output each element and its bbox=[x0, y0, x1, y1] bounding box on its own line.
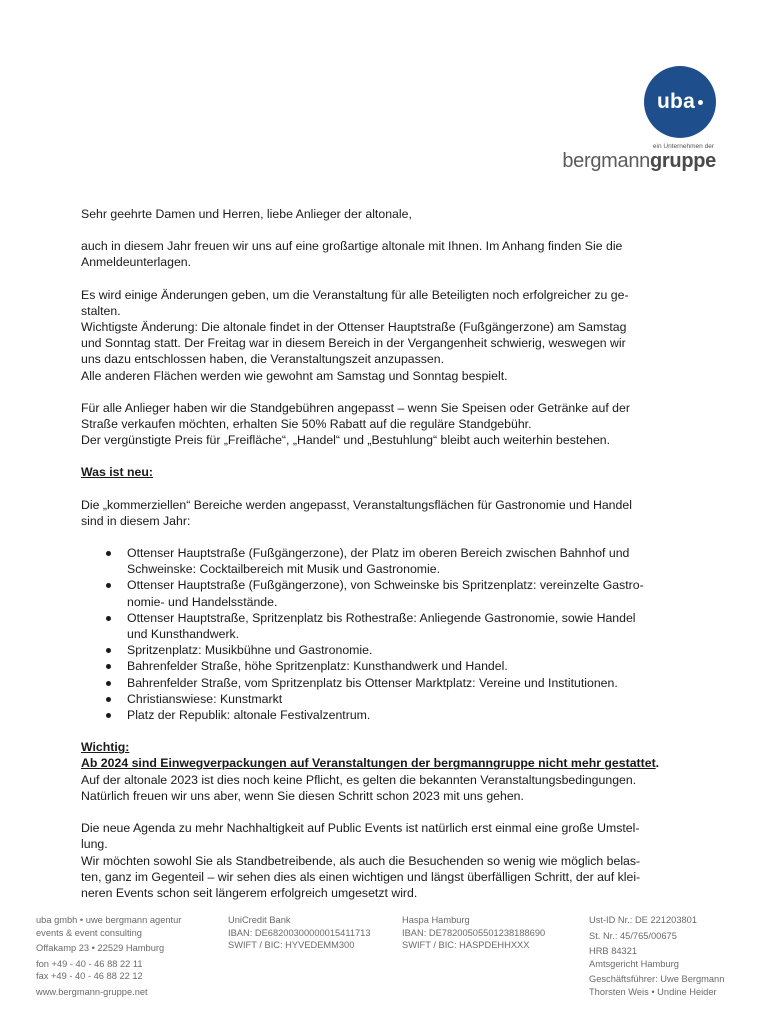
footer-website: www.bergmann-gruppe.net bbox=[36, 986, 148, 997]
footer-legal bbox=[589, 914, 724, 999]
list-item bbox=[81, 642, 681, 658]
text-line: uns dazu entschlossen haben, die Veranstaltungszeit anzupassen. bbox=[81, 352, 445, 367]
paragraph-changes bbox=[81, 287, 681, 384]
list-item-line: Ottenser Hauptstraße (Fußgängerzone), von Schweinske bis Spritzenplatz: vereinzelte Gastro- bbox=[127, 578, 644, 593]
important-notice bbox=[81, 755, 681, 771]
footer-line: St. Nr.: 45/765/00675 bbox=[589, 930, 677, 941]
footer-bank-haspa bbox=[402, 914, 545, 952]
text-line: Die „kommerziellen“ Bereiche werden angepasst, Veranstaltungsflächen für Gastronomie und Handel bbox=[81, 497, 632, 512]
list-item bbox=[81, 707, 681, 723]
list-item bbox=[81, 675, 681, 691]
list-item-line: Bahrenfelder Straße, vom Spritzenplatz bis Ottenser Marktplatz: Vereine und Institutionen. bbox=[127, 675, 618, 690]
logo-brand-light: bergmann bbox=[562, 150, 651, 172]
footer-line: events & event consulting bbox=[36, 927, 142, 938]
text-line: Die neue Agenda zu mehr Nachhaltigkeit auf Public Events ist natürlich erst einmal eine große Umstel- bbox=[81, 821, 640, 836]
footer-line: fax +49 - 40 - 46 88 22 12 bbox=[36, 971, 143, 982]
list-item bbox=[81, 691, 681, 707]
footer-line: Haspa Hamburg bbox=[402, 915, 470, 925]
text-line: ten, ganz im Gegenteil – wir sehen dies als einen wichtigen und längst überfälligen Schritt, der auf klei- bbox=[81, 869, 641, 884]
text-line: Wichtigste Änderung: Die altonale findet in der Ottenser Hauptstraße (Fußgängerzone) am Samstag bbox=[81, 320, 627, 335]
text-line: Wir möchten sowohl Sie als Standbetreibende, als auch die Besuchenden so wenig wie möglich belas- bbox=[81, 853, 641, 868]
list-item-line: und Kunsthandwerk. bbox=[127, 627, 240, 642]
list-item-line: Ottenser Hauptstraße (Fußgängerzone), der Platz im oberen Bereich zwischen Bahnhof und bbox=[127, 546, 630, 561]
salutation: Sehr geehrte Damen und Herren, liebe Anlieger der altonale, bbox=[81, 207, 412, 221]
footer-line: SWIFT / BIC: HASPDEHHXXX bbox=[402, 940, 530, 951]
text-line: auch in diesem Jahr freuen wir uns auf eine großartige altonale mit Ihnen. Im Anhang finden Sie die bbox=[81, 239, 623, 254]
text-line: Anmeldeunterlagen. bbox=[81, 255, 192, 270]
important-end: . bbox=[655, 756, 660, 771]
text-line: und Sonntag statt. Der Freitag war in diesem Bereich in der Vergangenheit schwierig, weswegen wir bbox=[81, 336, 626, 351]
footer-line: Offakamp 23 • 22529 Hamburg bbox=[36, 943, 165, 954]
logo-brand-name bbox=[562, 150, 716, 173]
list-item-line: Spritzenplatz: Musikbühne und Gastronomie. bbox=[127, 643, 373, 658]
list-item bbox=[81, 577, 681, 609]
footer-line: IBAN: DE68200300000015411713 bbox=[228, 927, 371, 938]
list-item-line: Schweinske: Cocktailbereich mit Musik und Gastronomie. bbox=[127, 562, 441, 577]
text-line: sind in diesem Jahr: bbox=[81, 513, 191, 528]
text-line: Auf der altonale 2023 ist dies noch keine Pflicht, es gelten die bekannten Veranstaltungsbedingungen. bbox=[81, 772, 637, 787]
list-item-line: Ottenser Hauptstraße, Spritzenplatz bis Rothestraße: Anliegende Gastronomie, sowie Handel bbox=[127, 610, 636, 625]
list-item bbox=[81, 658, 681, 674]
company-logo bbox=[560, 66, 720, 176]
footer-line: uba gmbh • uwe bergmann agentur bbox=[36, 915, 182, 925]
list-item-line: Bahrenfelder Straße, höhe Spritzenplatz: Kunsthandwerk und Handel. bbox=[127, 659, 508, 674]
text-line: Alle anderen Flächen werden wie gewohnt am Samstag und Sonntag bespielt. bbox=[81, 368, 508, 383]
important-label: Wichtig: bbox=[81, 740, 130, 755]
list-item-line: Christianswiese: Kunstmarkt bbox=[127, 691, 283, 706]
text-line: Es wird einige Änderungen geben, um die Veranstaltung für alle Beteiligten noch erfolgreicher zu ge- bbox=[81, 287, 629, 302]
list-item bbox=[81, 610, 681, 642]
text-line: Für alle Anlieger haben wir die Standgebühren angepasst – wenn Sie Speisen oder Getränke auf der bbox=[81, 400, 630, 415]
areas-list bbox=[81, 545, 681, 723]
uba-logo-circle bbox=[644, 66, 716, 138]
list-item bbox=[81, 545, 681, 577]
logo-tagline: ein Unternehmen der bbox=[652, 143, 714, 150]
footer-line: UniCredit Bank bbox=[228, 915, 291, 925]
paragraph-obligation bbox=[81, 772, 681, 804]
paragraph-sustainability bbox=[81, 820, 681, 901]
logo-dot-icon bbox=[698, 100, 703, 105]
footer-line: Thorsten Weis • Undine Heider bbox=[589, 986, 717, 997]
heading-whats-new: Was ist neu: bbox=[81, 465, 153, 480]
footer-line: Amtsgericht Hamburg bbox=[589, 958, 679, 969]
letterhead-footer bbox=[0, 914, 770, 1024]
footer-line: IBAN: DE78200505501238188690 bbox=[402, 927, 546, 938]
footer-line: Ust-ID Nr.: DE 221203801 bbox=[589, 915, 697, 925]
list-item-line: nomie- und Handelsstände. bbox=[127, 594, 278, 609]
footer-line: HRB 84321 bbox=[589, 946, 638, 957]
footer-line: fon +49 - 40 - 46 88 22 11 bbox=[36, 958, 143, 969]
footer-company-contact bbox=[36, 914, 181, 999]
paragraph-areas-intro bbox=[81, 497, 681, 529]
footer-line: SWIFT / BIC: HYVEDEMM300 bbox=[228, 940, 355, 951]
important-text: Ab 2024 sind Einwegverpackungen auf Veranstaltungen der bergmanngruppe nicht mehr gestattet bbox=[81, 756, 656, 771]
paragraph-fees bbox=[81, 400, 681, 449]
text-line: lung. bbox=[81, 837, 108, 852]
footer-bank-unicredit bbox=[228, 914, 371, 952]
text-line: Natürlich freuen wir uns aber, wenn Sie diesen Schritt schon 2023 mit uns gehen. bbox=[81, 788, 524, 803]
footer-line: Geschäftsführer: Uwe Bergmann bbox=[589, 974, 725, 985]
text-line: Der vergünstigte Preis für „Freifläche“, „Handel“ und „Bestuhlung“ bleibt auch weiterhin bestehen. bbox=[81, 433, 611, 448]
text-line: Straße verkaufen möchten, erhalten Sie 50% Rabatt auf die reguläre Standgebühr. bbox=[81, 417, 532, 432]
text-line: neren Events schon seit längerem erfolgreich umgesetzt wird. bbox=[81, 885, 418, 900]
logo-circle-text: uba bbox=[657, 90, 695, 113]
list-item-line: Platz der Republik: altonale Festivalzentrum. bbox=[127, 708, 371, 723]
text-line: stalten. bbox=[81, 303, 121, 318]
paragraph-intro bbox=[81, 238, 681, 270]
logo-brand-bold: gruppe bbox=[650, 150, 716, 172]
letter-body bbox=[81, 206, 681, 901]
